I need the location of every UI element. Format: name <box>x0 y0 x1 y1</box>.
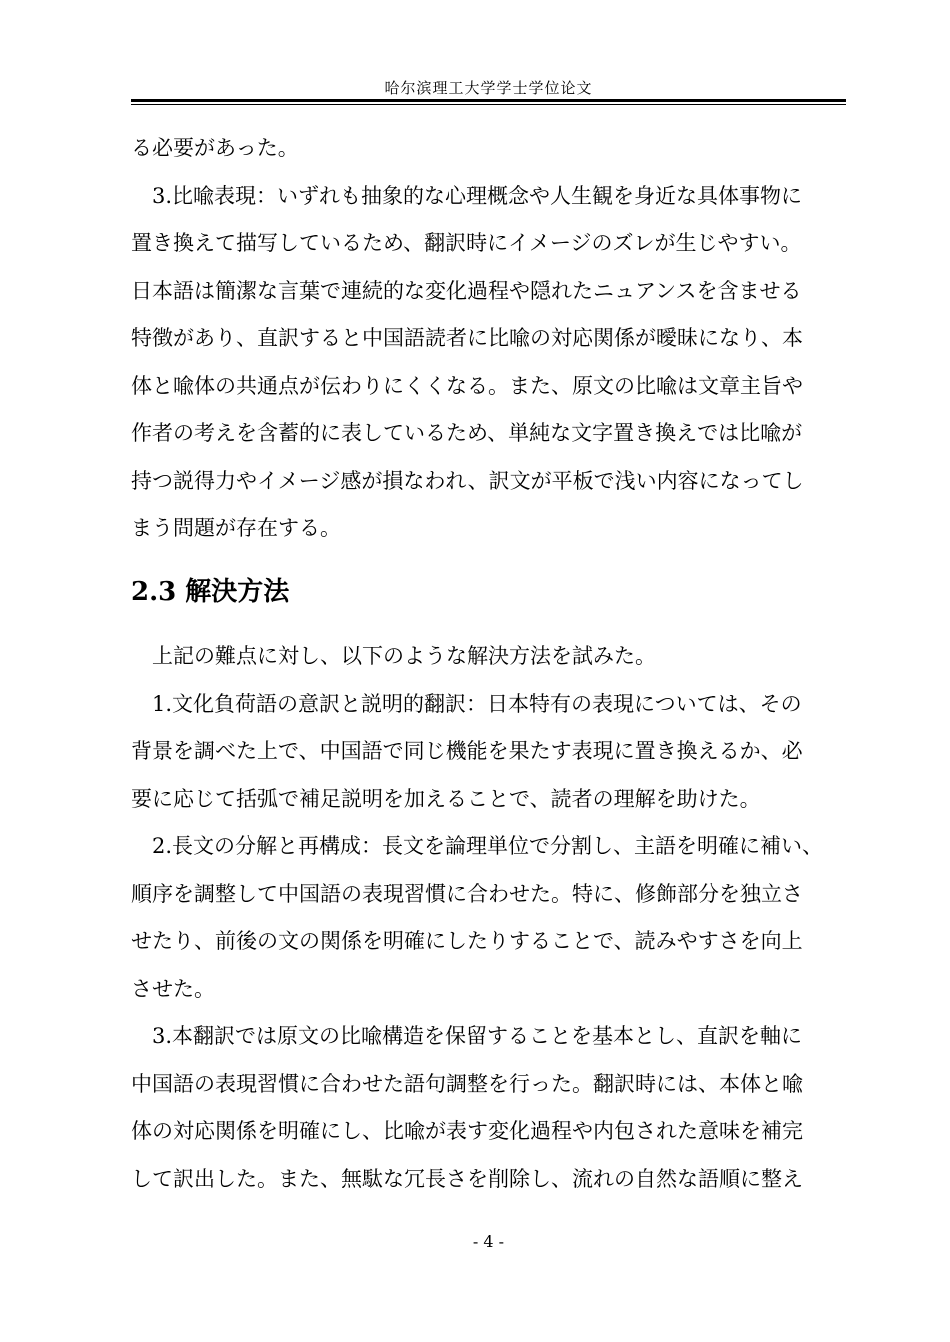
text-line: 持つ説得力やイメージ感が損なわれ、訳文が平板で浅い内容になってし <box>131 468 804 493</box>
running-header: 哈尔滨理工大学学士学位论文 <box>384 79 593 97</box>
paragraph-block-2 <box>131 633 861 1203</box>
text-line: 1.文化負荷語の意訳と説明的翻訳：日本特有の表現については、その <box>152 691 802 716</box>
text-line: 特徴があり、直訳すると中国語読者に比喩の対応関係が曖昧になり、本 <box>131 326 803 350</box>
text-line: 背景を調べた上で、中国語で同じ機能を果たす表現に置き換えるか、必 <box>131 739 803 763</box>
text-line: まう問題が存在する。 <box>131 516 341 540</box>
paragraph-block-1 <box>131 125 861 553</box>
text-line: せたり、前後の文の関係を明確にしたりすることで、読みやすさを向上 <box>131 929 803 953</box>
text-line: 3.本翻訳では原文の比喩構造を保留することを基本とし、直訳を軸に <box>152 1024 803 1048</box>
text-line: 3.比喩表現：いずれも抽象的な心理概念や人生観を身近な具体事物に <box>152 183 803 208</box>
text-line: 上記の難点に対し、以下のような解決方法を試みた。 <box>152 644 656 668</box>
text-line: 作者の考えを含蓄的に表しているため、単純な文字置き換えでは比喩が <box>131 421 803 445</box>
header-rule-thin <box>131 104 846 105</box>
text-line: 体の対応関係を明確にし、比喩が表す変化過程や内包された意味を補完 <box>131 1119 803 1143</box>
text-line: 日本語は簡潔な言葉で連続的な変化過程や隠れたニュアンスを含ませる <box>131 278 802 303</box>
text-line: させた。 <box>131 976 215 1001</box>
text-line: 中国語の表現習慣に合わせた語句調整を行った。翻訳時には、本体と喩 <box>131 1071 803 1096</box>
section-heading: 2.3 解決方法 <box>131 577 290 607</box>
text-line: 体と喩体の共通点が伝わりにくくなる。また、原文の比喩は文章主旨や <box>131 373 803 398</box>
header-rule-thick <box>131 99 846 102</box>
text-line: 2.長文の分解と再構成：長文を論理単位で分割し、主語を明確に補い、 <box>152 834 824 858</box>
text-line: して訳出した。また、無駄な冗長さを削除し、流れの自然な語順に整え <box>131 1166 803 1191</box>
page-number: - 4 - <box>472 1232 505 1251</box>
text-line: 順序を調整して中国語の表現習慣に合わせた。特に、修飾部分を独立さ <box>131 881 803 906</box>
text-line: 要に応じて括弧で補足説明を加えることで、読者の理解を助けた。 <box>131 786 761 811</box>
text-line: 置き換えて描写しているため、翻訳時にイメージのズレが生じやすい。 <box>131 231 802 255</box>
text-line: る必要があった。 <box>131 136 299 160</box>
